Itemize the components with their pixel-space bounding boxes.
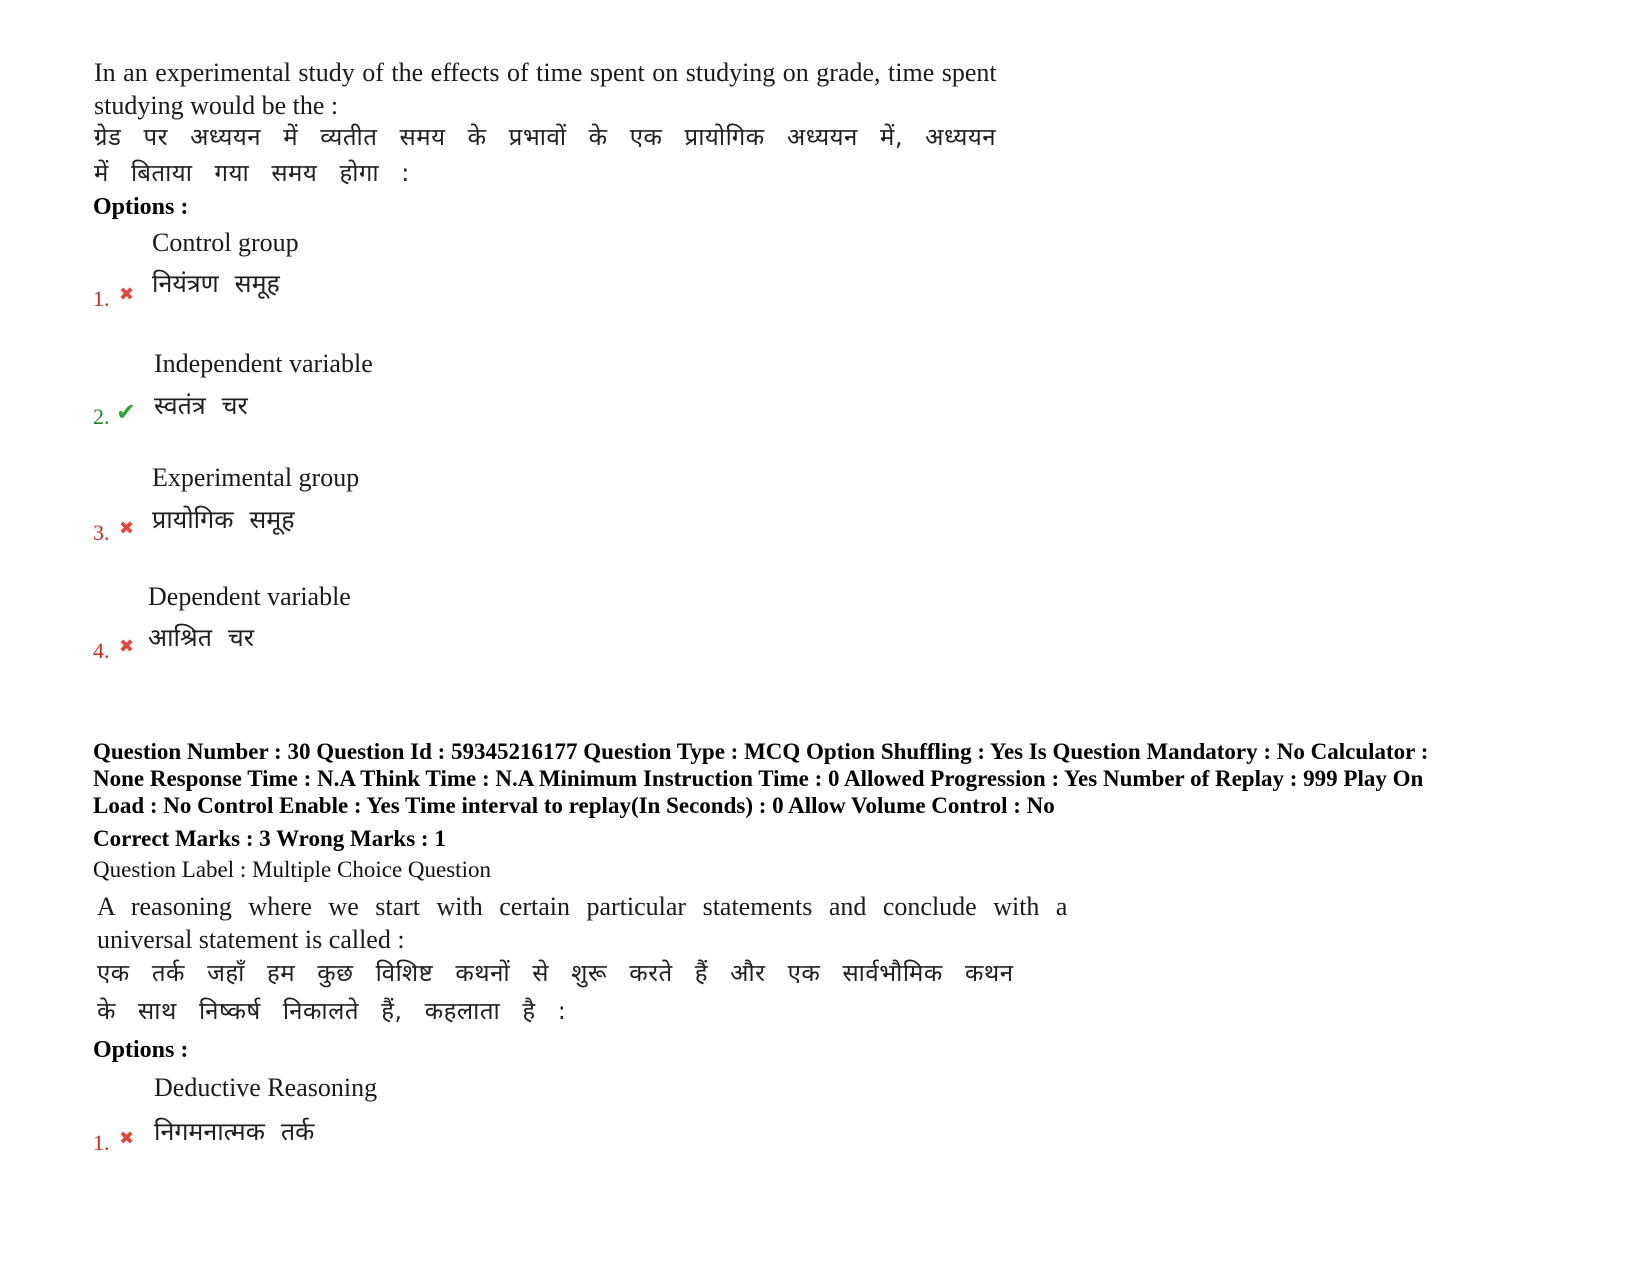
question-29-text-hi-line2: में बिताया गया समय होगा : xyxy=(94,159,410,187)
q29-option-2-en: Independent variable xyxy=(154,349,373,378)
question-29-text-en-line2: studying would be the : xyxy=(94,91,339,120)
q29-option-4-en: Dependent variable xyxy=(148,582,351,611)
question-29-text xyxy=(94,56,1054,122)
q29-option-3-hi: प्रायोगिक समूह xyxy=(152,505,295,534)
q29-option-4-number: 4. xyxy=(93,638,110,663)
question-30-text-hi-line1: एक तर्क जहाँ हम कुछ विशिष्ट कथनों से शुरू करते हैं और एक सार्वभौमिक कथन xyxy=(97,959,1014,987)
question-30-label: Question Label : Multiple Choice Question xyxy=(93,857,491,882)
q29-option-3-en: Experimental group xyxy=(152,463,360,492)
q29-option-2-number: 2. xyxy=(93,404,110,429)
question-29-options-label: Options : xyxy=(93,194,189,220)
q29-option-2-hi: स्वतंत्र चर xyxy=(154,391,248,420)
question-30-meta-line3: Load : No Control Enable : Yes Time interval to replay(In Seconds) : 0 Allow Volume Control : No xyxy=(93,793,1055,818)
question-30-meta-line1: Question Number : 30 Question Id : 59345216177 Question Type : MCQ Option Shuffling : Yes Is Question Mandatory : No Calculator : xyxy=(93,739,1429,764)
q29-option-1-number: 1. xyxy=(93,286,110,311)
question-29-text-en-line1: In an experimental study of the effects of time spent on studying on grade, time spent xyxy=(94,58,997,87)
q29-option-1-hi: नियंत्रण समूह xyxy=(152,269,280,298)
question-30-marks: Correct Marks : 3 Wrong Marks : 1 xyxy=(93,826,446,851)
question-30-text-en-line2: universal statement is called : xyxy=(97,925,405,954)
question-29-text-hi-line1: ग्रेड पर अध्ययन में व्यतीत समय के प्रभावों के एक प्रायोगिक अध्ययन में, अध्ययन xyxy=(94,123,997,151)
wrong-mark-icon: ✖ xyxy=(119,284,135,305)
question-30-text-hi-line2: के साथ निष्कर्ष निकालते हैं, कहलाता है : xyxy=(97,997,567,1025)
question-30-meta-line2: None Response Time : N.A Think Time : N.A Minimum Instruction Time : 0 Allowed Progression : Yes Number of Replay : 999 Play On xyxy=(93,766,1424,791)
question-30-text xyxy=(97,890,1107,956)
question-30-options-label: Options : xyxy=(93,1037,189,1063)
q29-option-4-hi: आश्रित चर xyxy=(148,623,255,652)
wrong-mark-icon: ✖ xyxy=(119,1128,135,1149)
q30-option-1-en: Deductive Reasoning xyxy=(154,1073,378,1102)
question-30-text-en-line1: A reasoning where we start with certain particular statements and conclude with a xyxy=(97,892,1068,921)
q29-option-1-en: Control group xyxy=(152,228,299,257)
wrong-mark-icon: ✖ xyxy=(119,636,135,657)
q30-option-1-hi: निगमनात्मक तर्क xyxy=(154,1117,315,1146)
q29-option-3-number: 3. xyxy=(93,520,110,545)
wrong-mark-icon: ✖ xyxy=(119,518,135,539)
question-30-meta xyxy=(93,738,1428,819)
correct-check-icon: ✔ xyxy=(116,398,137,426)
q30-option-1-number: 1. xyxy=(93,1130,110,1155)
